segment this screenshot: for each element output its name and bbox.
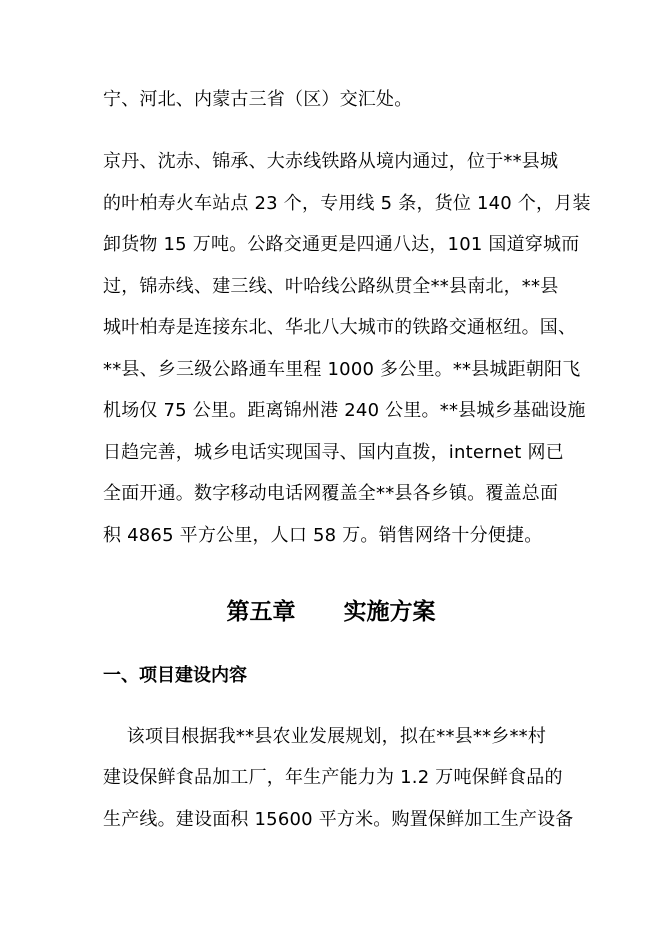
text-line: 的叶柏寿火车站点 23 个，专用线 5 条，货位 140 个，月装 xyxy=(103,193,591,214)
text-line: 京丹、沈赤、锦承、大赤线铁路从境内通过，位于**县城 xyxy=(103,151,559,172)
text-line: 机场仅 75 公里。距离锦州港 240 公里。**县城乡基础设施 xyxy=(103,400,586,421)
text-line: 积 4865 平方公里，人口 58 万。销售网络十分便捷。 xyxy=(103,525,543,546)
text-line: 卸货物 15 万吨。公路交通更是四通八达，101 国道穿城而 xyxy=(103,234,580,255)
section-title: 一、项目建设内容 xyxy=(103,665,247,686)
text-line: 全面开通。数字移动电话网覆盖全**县各乡镇。覆盖总面 xyxy=(103,483,559,504)
text-line: 建设保鲜食品加工厂，年生产能力为 1.2 万吨保鲜食品的 xyxy=(103,767,563,788)
text-line: 宁、河北、内蒙古三省（区）交汇处。 xyxy=(103,89,413,110)
text-line: 该项目根据我**县农业发展规划，拟在**县**乡**村 xyxy=(103,726,547,747)
text-line: 生产线。建设面积 15600 平方米。购置保鲜加工生产设备 xyxy=(103,809,574,830)
chapter-title: 第五章 实施方案 xyxy=(226,598,436,625)
text-line: 过，锦赤线、建三线、叶哈线公路纵贯全**县南北，**县 xyxy=(103,276,559,297)
text-line: **县、乡三级公路通车里程 1000 多公里。**县城距朝阳飞 xyxy=(103,359,581,380)
text-line: 城叶柏寿是连接东北、华北八大城市的铁路交通枢纽。国、 xyxy=(103,317,577,338)
text-line: 日趋完善，城乡电话实现国寻、国内直拨，internet 网已 xyxy=(103,442,564,463)
